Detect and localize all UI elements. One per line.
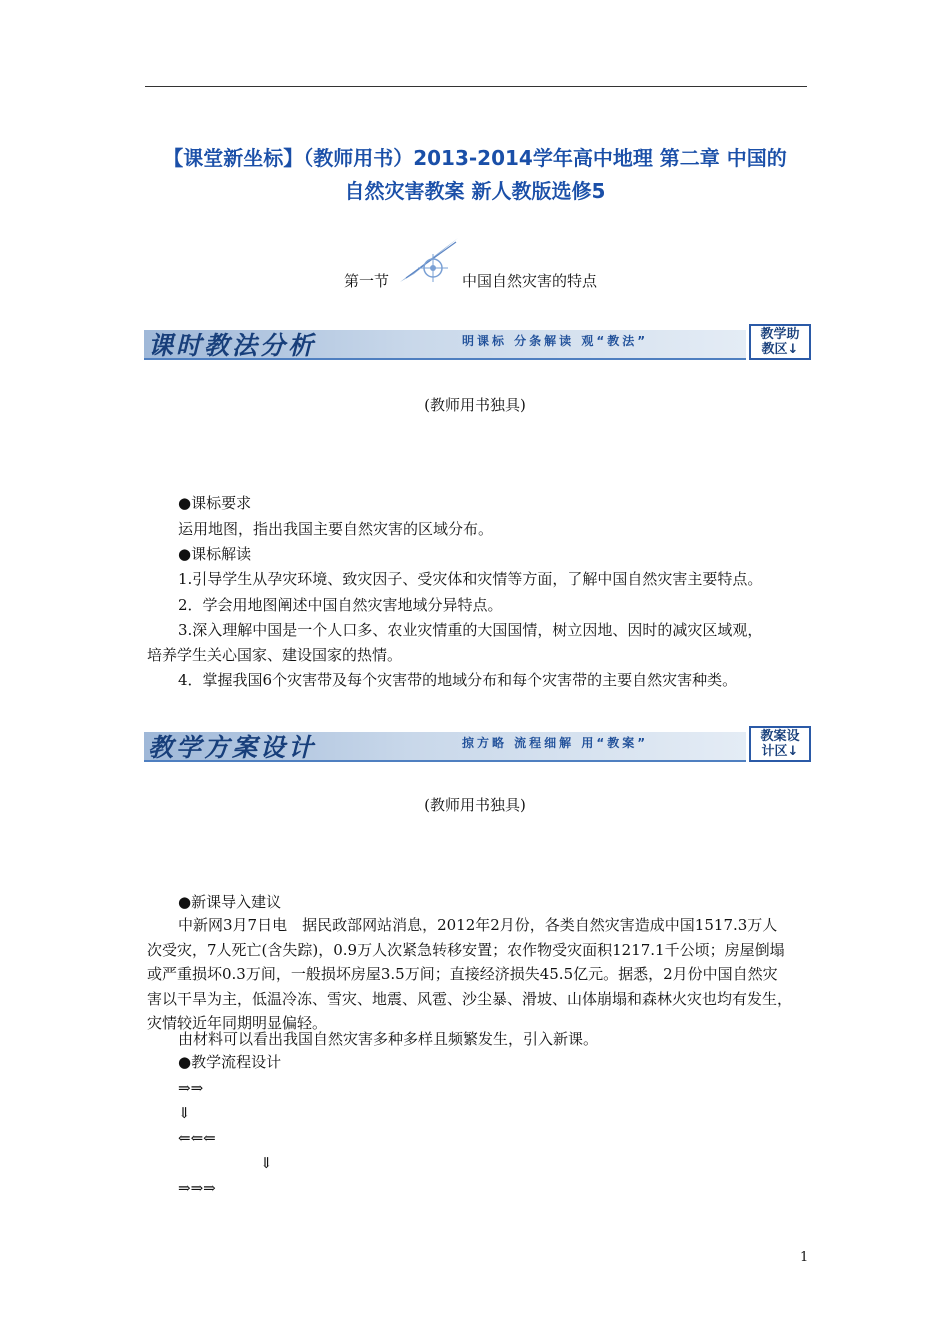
intro-heading: ●新课导入建议 <box>178 893 282 911</box>
banner-subtitle: 明课标 分条解读 观“教法” <box>462 334 649 348</box>
intro-paragraph: 中新网3月7日电 据民政部网站消息，2012年2月份，各类自然灾害造成中国1517.3万人次受灾，7人死亡(含失踪)，0.9万人次紧急转移安置；农作物受灾面积1217.1千公顷；房屋倒塌或严重损坏0.3万间，一般损坏房屋3.5万间；直接经济损失45.5亿元。据悉，2月份中国自然灾害以干旱为主，低温冷冻、雪灾、地震、风雹、沙尘暴、滑坡、山体崩塌和森林火灾也均有发生，灾情较近年同期明显偏轻。 <box>147 916 793 1032</box>
banner-box-line-2: 教区↓ <box>761 342 799 357</box>
banner-box-line-1: 教案设 <box>760 729 800 744</box>
curriculum-interpretation-heading: ●课标解读 <box>178 545 252 563</box>
curriculum-item: 3.深入理解中国是一个人口多、农业灾情重的大国国情，树立因地、因时的减灾区域观， <box>178 621 763 639</box>
title-line-1: 【课堂新坐标】（教师用书）2013-2014学年高中地理 第二章 中国的 <box>163 146 787 170</box>
curriculum-item: 2．学会用地图阐述中国自然灾害地域分异特点。 <box>178 596 503 614</box>
document-title <box>140 142 810 208</box>
curriculum-item: 4．掌握我国6个灾害带及每个灾害带的地域分布和每个灾害带的主要自然灾害种类。 <box>178 671 738 689</box>
flow-heading: ●教学流程设计 <box>178 1053 282 1071</box>
flow-arrow: ⇒⇒⇒ <box>178 1179 216 1197</box>
page-number: 1 <box>800 1250 809 1265</box>
flow-arrow: ⇐⇐⇐ <box>178 1129 216 1147</box>
curriculum-item: 培养学生关心国家、建设国家的热情。 <box>147 646 403 664</box>
banner-box-line-1: 教学助 <box>760 327 800 342</box>
title-line-2: 自然灾害教案 新人教版选修5 <box>344 179 606 203</box>
flow-arrow: ⇒⇒ <box>178 1079 204 1097</box>
banner-box-line-2: 计区↓ <box>761 744 799 759</box>
banner-box <box>749 324 811 360</box>
flow-arrow: ⇓ <box>260 1154 273 1172</box>
curriculum-requirement-heading: ●课标要求 <box>178 494 252 512</box>
section-name: 中国自然灾害的特点 <box>462 272 598 290</box>
section-number: 第一节 <box>344 272 390 290</box>
banner-subtitle: 掠方略 流程细解 用“教案” <box>462 736 649 750</box>
header-rule <box>145 86 807 87</box>
teacher-note: (教师用书独具) <box>424 796 526 814</box>
banner-box <box>749 726 811 762</box>
curriculum-requirement-text: 运用地图，指出我国主要自然灾害的区域分布。 <box>178 520 494 538</box>
flow-arrow: ⇓ <box>178 1104 191 1122</box>
banner-teaching-analysis <box>144 324 814 364</box>
banner-lesson-design <box>144 726 814 766</box>
teacher-note: (教师用书独具) <box>424 396 526 414</box>
banner-title: 教学方案设计 <box>148 733 317 762</box>
intro-summary: 由材料可以看出我国自然灾害多种多样且频繁发生，引入新课。 <box>178 1030 599 1048</box>
banner-title: 课时教法分析 <box>148 331 317 360</box>
target-arrow-icon <box>396 234 462 290</box>
curriculum-item: 1.引导学生从孕灾环境、致灾因子、受灾体和灾情等方面，了解中国自然灾害主要特点。 <box>178 570 763 588</box>
